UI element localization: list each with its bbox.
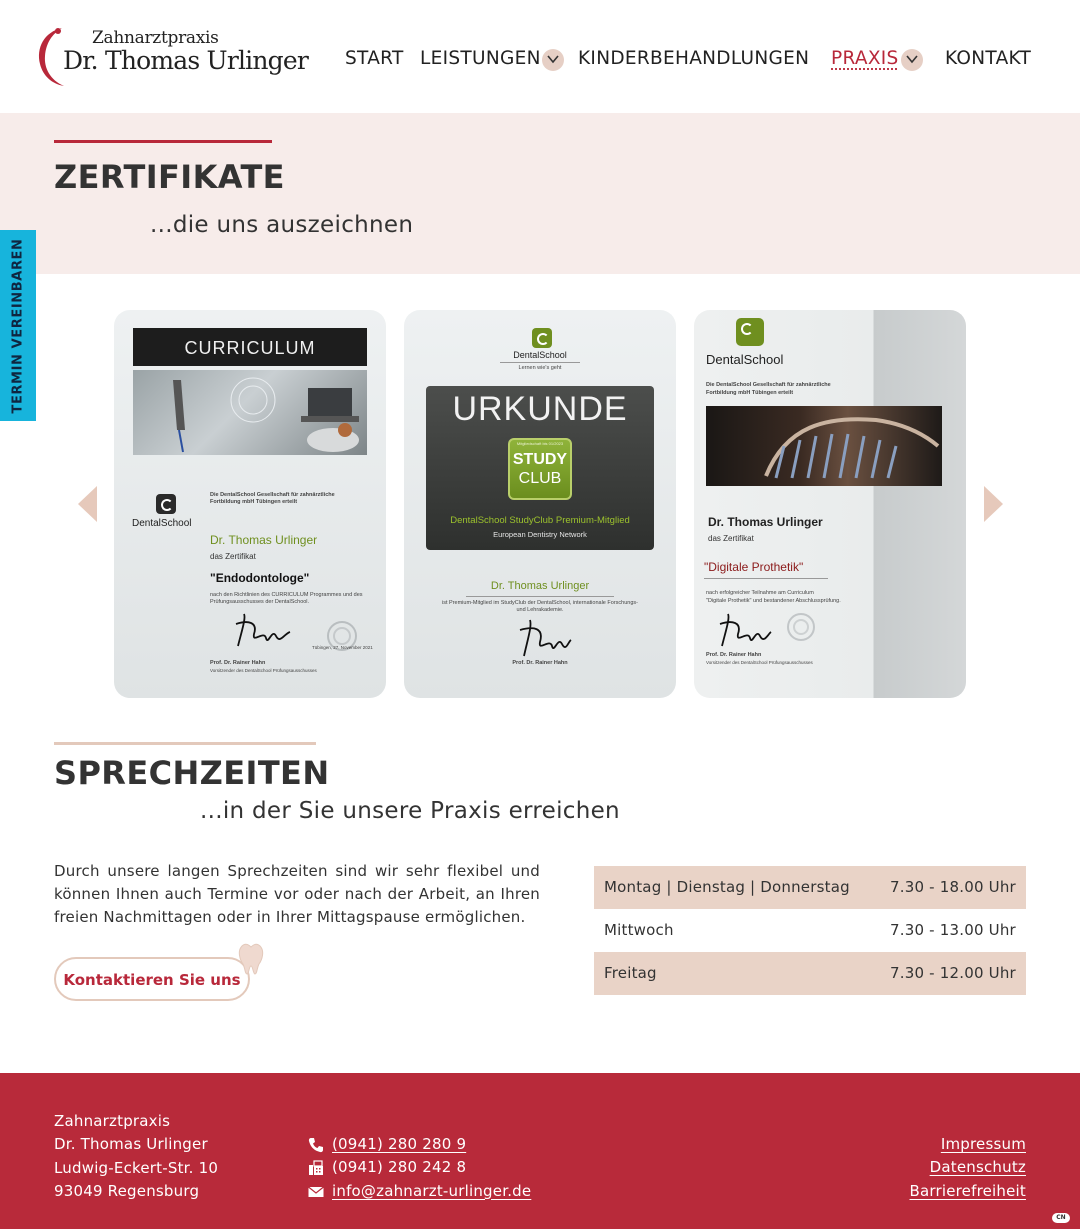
footer-address: [54, 1110, 218, 1203]
nav-start[interactable]: START: [345, 48, 404, 69]
hours-time: 7.30 - 13.00 Uhr: [890, 921, 1016, 939]
dental-prosthesis-photo: [706, 406, 942, 486]
hours-time: 7.30 - 12.00 Uhr: [890, 964, 1016, 982]
certificates-heading-band: [0, 113, 1080, 274]
impressum-link[interactable]: Impressum: [940, 1135, 1026, 1153]
studyclub-membership: DentalSchool StudyClub Premium-Mitglied: [450, 515, 630, 526]
cert-desc-line1: nach den Richtlinien des CURRICULUM Programmes und des: [210, 592, 363, 598]
email-link[interactable]: info@zahnarzt-urlinger.de: [332, 1181, 532, 1200]
studyclub-badge-word1: STUDY: [512, 451, 568, 468]
dentalschool-logo-icon: [156, 494, 176, 514]
certificate-card-endodontologe[interactable]: [114, 310, 386, 698]
hours-heading-divider: [54, 742, 316, 745]
hours-days: Montag | Dienstag | Donnerstag: [604, 878, 850, 896]
urkunde-title: URKUNDE: [452, 390, 628, 428]
carousel-prev-arrow-icon[interactable]: [78, 486, 98, 522]
hours-intro-text: Durch unsere langen Sprechzeiten sind wir sehr flexibel und können Ihnen auch Termine vor oder nach der Arbeit, an Ihren freien Nachmittagen oder in Ihrer Mittagspause ermöglichen.: [54, 862, 540, 926]
opening-hours-table: [594, 866, 1026, 995]
cert-recipient-name: Dr. Thomas Urlinger: [708, 515, 823, 529]
dentalschool-logo-icon: [532, 328, 552, 348]
hours-row: [594, 866, 1026, 909]
cert-signer: Prof. Dr. Rainer Hahn: [210, 660, 266, 666]
cert-award: "Digitale Prothetik": [704, 560, 804, 574]
carousel-next-arrow-icon[interactable]: [983, 486, 1003, 522]
certificate-card-digitale-prothetik[interactable]: [694, 310, 966, 698]
hours-row: [594, 952, 1026, 995]
fax-number: (0941) 280 242 8: [332, 1158, 467, 1177]
phone-link[interactable]: (0941) 280 280 9: [332, 1135, 467, 1153]
hours-days: Freitag: [604, 964, 657, 982]
cert-award: "Endodontologe": [210, 571, 310, 585]
name-underline: [466, 596, 614, 597]
certificates-title: ZERTIFIKATE: [54, 158, 285, 196]
logo-divider: [500, 362, 580, 363]
footer-legal-links: [909, 1133, 1026, 1203]
cert-recipient-name: Dr. Thomas Urlinger: [210, 533, 318, 547]
address-line: Zahnarztpraxis: [54, 1112, 171, 1130]
site-footer: [0, 1073, 1080, 1229]
tooth-icon: [236, 942, 266, 976]
cert-desc-line1: ist Premium-Mitglied im StudyClub der DentalSchool, internationale Forschungs-: [442, 600, 638, 606]
heading-divider: [54, 140, 272, 143]
signature-icon: [232, 610, 292, 652]
practice-logo[interactable]: [36, 26, 309, 88]
cert-place-date: Tübingen, 27. November 2021: [312, 645, 373, 650]
cert-issuer-line1: Die DentalSchool Gesellschaft für zahnärztliche: [706, 382, 831, 388]
dentalschool-logo-text: DentalSchool: [706, 352, 784, 367]
signature-icon: [516, 616, 572, 662]
logo-title: Dr. Thomas Urlinger: [63, 46, 309, 75]
hours-time: 7.30 - 18.00 Uhr: [890, 878, 1016, 896]
email-icon: [308, 1184, 324, 1200]
address-line: Ludwig-Eckert-Str. 10: [54, 1158, 219, 1177]
hours-subtitle: ...in der Sie unsere Praxis erreichen: [200, 798, 620, 824]
award-underline: [704, 578, 828, 579]
book-appointment-tab[interactable]: [0, 230, 36, 421]
studyclub-badge: [508, 438, 572, 500]
nav-praxis[interactable]: PRAXIS: [831, 48, 899, 69]
cert-issuer-line2: Fortbildung mbH Tübingen erteilt: [706, 390, 794, 396]
curriculum-photo: [133, 370, 367, 455]
fax-icon: [308, 1160, 324, 1176]
book-appointment-label: TERMIN VEREINBAREN: [10, 237, 26, 414]
contact-us-button[interactable]: [54, 957, 250, 1001]
seal-icon: [786, 612, 816, 642]
cert-issuer-line1: Die DentalSchool Gesellschaft für zahnärztliche: [210, 492, 335, 498]
hours-row: [594, 909, 1026, 952]
nav-kontakt[interactable]: KONTAKT: [945, 48, 1032, 69]
address-line: 93049 Regensburg: [54, 1181, 200, 1200]
hours-days: Mittwoch: [604, 921, 674, 939]
nav-leistungen[interactable]: LEISTUNGEN: [420, 48, 541, 69]
cert-recipient-name: Dr. Thomas Urlinger: [490, 580, 590, 592]
dentalschool-logo-text: DentalSchool: [132, 518, 192, 529]
dentalschool-logo-text: DentalSchool: [513, 350, 567, 360]
certificates-subtitle: ...die uns auszeichnen: [150, 212, 414, 238]
cert-issuer-line2: Fortbildung mbH Tübingen erteilt: [210, 499, 298, 505]
cert-signer-role: Vorsitzender des DentalSchool Prüfungsausschusses: [210, 668, 317, 673]
logo-subtitle: Zahnarztpraxis: [92, 28, 219, 48]
contact-us-label: Kontaktieren Sie uns: [63, 971, 241, 989]
studyclub-badge-word2: CLUB: [518, 470, 562, 487]
signature-icon: [716, 610, 772, 652]
cert-label: das Zertifikat: [708, 534, 754, 543]
studyclub-network: European Dentistry Network: [493, 530, 587, 539]
site-header: [0, 0, 1080, 113]
cert-signer: Prof. Dr. Rainer Hahn: [706, 652, 762, 658]
cert-label: das Zertifikat: [210, 552, 256, 561]
cert-desc-line2: Prüfungsausschusses der DentalSchool.: [210, 599, 310, 605]
dentalschool-tagline: Lernen wie's geht: [518, 365, 562, 371]
hours-title: SPRECHZEITEN: [54, 754, 330, 792]
phone-icon: [308, 1137, 324, 1153]
leistungen-chevron-down-icon[interactable]: [542, 49, 564, 71]
cert-desc-line2: "Digitale Prothetik" und bestandener Abschlussprüfung.: [706, 598, 841, 604]
cert-signer-role: Vorsitzender des DentalSchool Prüfungsausschusses: [706, 660, 813, 665]
cert-signer: Prof. Dr. Rainer Hahn: [512, 660, 568, 666]
certificate-card-studyclub[interactable]: [404, 310, 676, 698]
nav-kinderbehandlungen[interactable]: KINDERBEHANDLUNGEN: [578, 48, 810, 69]
studyclub-badge-top: Mitgliedschaft bis 01/2023: [516, 441, 564, 446]
dentalschool-logo-icon: [736, 318, 764, 346]
address-line: Dr. Thomas Urlinger: [54, 1135, 208, 1154]
curriculum-banner-text: CURRICULUM: [184, 338, 316, 358]
cert-desc-line2: und Lehrakademie.: [516, 607, 564, 613]
cn-badge[interactable]: CN: [1052, 1213, 1070, 1223]
cert-desc-line1: nach erfolgreicher Teilnahme am Curriculum: [706, 590, 814, 596]
datenschutz-link[interactable]: Datenschutz: [929, 1158, 1026, 1177]
barrierefreiheit-link[interactable]: Barrierefreiheit: [909, 1181, 1026, 1200]
praxis-chevron-down-icon[interactable]: [901, 49, 923, 71]
